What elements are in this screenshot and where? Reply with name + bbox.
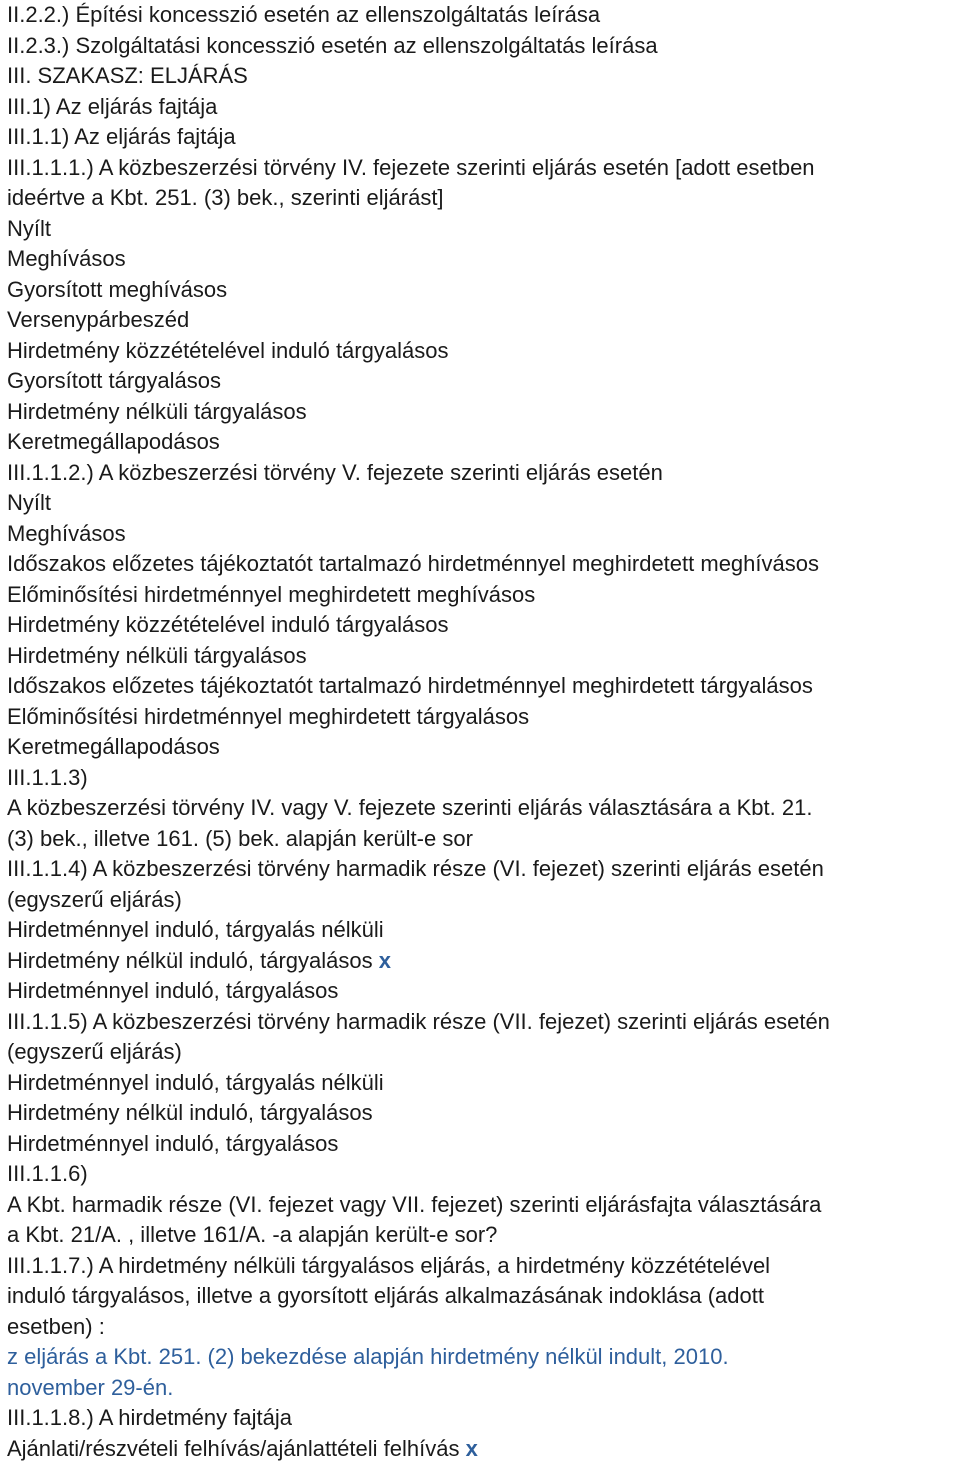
option-meghivasos: Meghívásos — [7, 246, 126, 271]
justification-answer-cont: november 29-én. — [7, 1374, 174, 1400]
section-2-2-3-heading: II.2.3.) Szolgáltatási koncesszió esetén az ellenszolgáltatás leírása — [7, 32, 658, 58]
option-meghivasos-v: Meghívásos — [7, 520, 126, 546]
section-3-1-1-7-heading-cont: induló tárgyalásos, illetve a gyorsított eljárás alkalmazásának indoklása (adott — [7, 1283, 764, 1308]
section-3-1-1-3-question-cont: (3) bek., illetve 161. (5) bek. alapján került-e sor — [7, 825, 473, 851]
option-label: Hirdetmény nélkül induló, tárgyalásos — [7, 947, 373, 973]
option-hirdetmeny-kozzetetelevel-targyalasos-v: Hirdetmény közzétételével induló tárgyalásos — [7, 612, 449, 637]
section-3-1-1-3-question: A közbeszerzési törvény IV. vagy V. fejezete szerinti eljárás választására a Kbt. 21. — [7, 795, 813, 820]
option-hirdetmeny-nelkul-targyalasos-selected — [7, 946, 957, 977]
selected-mark: x — [378, 947, 392, 973]
section-3-title: III. SZAKASZ: ELJÁRÁS — [7, 63, 248, 88]
section-3-1-1-1-heading: III.1.1.1.) A közbeszerzési törvény IV. fejezete szerinti eljárás esetén [adott esetben — [7, 154, 815, 180]
option-hirdetmennyel-targyalas-nelkuli-vii: Hirdetménnyel induló, tárgyalás nélküli — [7, 1069, 384, 1095]
section-3-1-1-3-heading: III.1.1.3) — [7, 764, 88, 790]
option-hirdetmeny-nelkul-targyalasos-vii: Hirdetmény nélkül induló, tárgyalásos — [7, 1100, 373, 1125]
section-3-1-1-1-heading-cont: ideértve a Kbt. 251. (3) bek., szerinti eljárást] — [7, 185, 444, 210]
option-nyilt-v: Nyílt — [7, 490, 51, 515]
option-idoszakos-meghivasos: Időszakos előzetes tájékoztatót tartalmazó hirdetménnyel meghirdetett meghívásos — [7, 551, 819, 576]
section-3-1-1-5-heading-cont: (egyszerű eljárás) — [7, 1039, 182, 1064]
notice-type-label: Ajánlati/részvételi felhívás/ajánlattételi felhívás — [7, 1435, 460, 1461]
option-idoszakos-targyalasos: Időszakos előzetes tájékoztatót tartalmazó hirdetménnyel meghirdetett tárgyalásos — [7, 673, 813, 698]
section-2-2-2-heading: II.2.2.) Építési koncesszió esetén az ellenszolgáltatás leírása — [7, 2, 601, 27]
section-3-1-1-heading: III.1.1) Az eljárás fajtája — [7, 124, 236, 149]
option-hirdetmeny-nelkuli-targyalasos: Hirdetmény nélküli tárgyalásos — [7, 398, 307, 424]
section-3-1-1-2-heading: III.1.1.2.) A közbeszerzési törvény V. fejezete szerinti eljárás esetén — [7, 459, 663, 485]
option-keretmegallapodasos-v: Keretmegállapodásos — [7, 734, 220, 759]
option-hirdetmeny-kozzetetelevel-targyalasos: Hirdetmény közzétételével induló tárgyalásos — [7, 337, 449, 363]
section-3-1-1-4-heading-cont: (egyszerű eljárás) — [7, 886, 182, 912]
option-versenyparbeszed: Versenypárbeszéd — [7, 307, 190, 332]
section-3-1-1-6-question-cont: a Kbt. 21/A. , illetve 161/A. -a alapján került-e sor? — [7, 1222, 498, 1247]
option-hirdetmeny-nelkuli-targyalasos-v: Hirdetmény nélküli tárgyalásos — [7, 642, 307, 668]
option-keretmegallapodasos: Keretmegállapodásos — [7, 429, 220, 454]
option-hirdetmennyel-targyalas-nelkuli: Hirdetménnyel induló, tárgyalás nélküli — [7, 917, 384, 942]
option-gyorsitott-targyalasos: Gyorsított tárgyalásos — [7, 368, 221, 393]
section-3-1-1-8-heading: III.1.1.8.) A hirdetmény fajtája — [7, 1405, 292, 1430]
section-3-1-1-4-heading: III.1.1.4) A közbeszerzési törvény harmadik része (VI. fejezet) szerinti eljárás esetén — [7, 856, 824, 881]
option-nyilt: Nyílt — [7, 215, 51, 241]
section-3-1-1-6-heading: III.1.1.6) — [7, 1161, 88, 1186]
option-elominositesi-meghivasos: Előminősítési hirdetménnyel meghirdetett meghívásos — [7, 581, 536, 607]
section-3-1-heading: III.1) Az eljárás fajtája — [7, 93, 218, 119]
justification-answer: z eljárás a Kbt. 251. (2) bekezdése alapján hirdetmény nélkül indult, 2010. — [7, 1344, 729, 1369]
document-page — [7, 0, 957, 1464]
section-3-1-1-6-question: A Kbt. harmadik része (VI. fejezet vagy VII. fejezet) szerinti eljárásfajta választására — [7, 1191, 822, 1217]
section-3-1-1-5-heading: III.1.1.5) A közbeszerzési törvény harmadik része (VII. fejezet) szerinti eljárás esetén — [7, 1008, 830, 1034]
notice-type-selected — [7, 1434, 957, 1464]
option-gyorsitott-meghivasos: Gyorsított meghívásos — [7, 276, 228, 302]
option-hirdetmennyel-targyalasos-vii: Hirdetménnyel induló, tárgyalásos — [7, 1130, 339, 1156]
section-3-1-1-7-heading-end: esetben) : — [7, 1313, 105, 1339]
option-elominositesi-targyalasos: Előminősítési hirdetménnyel meghirdetett tárgyalásos — [7, 703, 530, 729]
section-3-1-1-7-heading: III.1.1.7.) A hirdetmény nélküli tárgyalásos eljárás, a hirdetmény közzétételével — [7, 1252, 771, 1278]
option-hirdetmennyel-targyalasos: Hirdetménnyel induló, tárgyalásos — [7, 978, 339, 1003]
selected-mark: x — [465, 1435, 478, 1461]
